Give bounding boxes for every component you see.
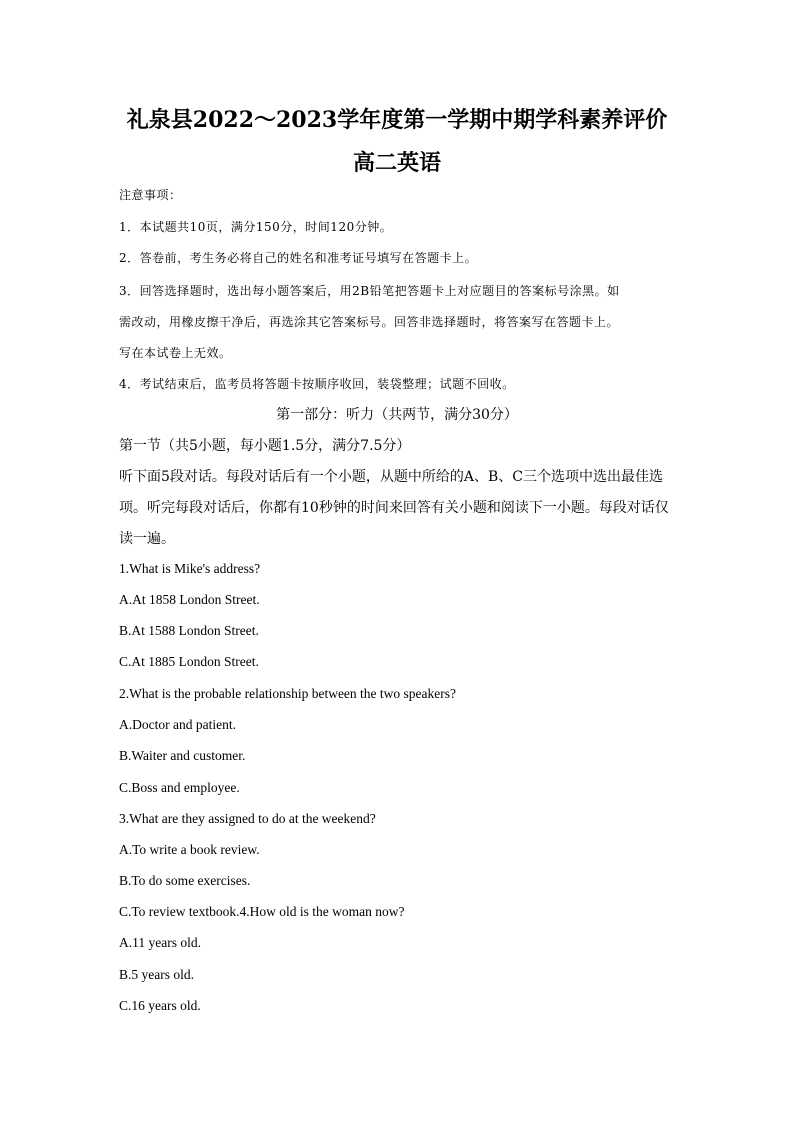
instruction-line: 项。听完每段对话后，你都有10秒钟的时间来回答有关小题和阅读下一小题。每段对话仅	[119, 500, 669, 516]
question-line: 3.What are they assigned to do at the weekend?	[119, 811, 376, 826]
note-line: 1．本试题共10页，满分150分，时间120分钟。	[119, 220, 393, 234]
question-line: 2.What is the probable relationship between the two speakers?	[119, 686, 457, 701]
option-line: B.To do some exercises.	[119, 873, 251, 888]
option-line: A.Doctor and patient.	[119, 717, 236, 732]
option-line: B.5 years old.	[119, 967, 194, 982]
option-line: A.To write a book review.	[119, 842, 260, 857]
note-line: 需改动，用橡皮擦干净后，再选涂其它答案标号。回答非选择题时，将答案写在答题卡上。	[119, 315, 620, 329]
section-heading: 第一节（共5小题，每小题1.5分，满分7.5分）	[119, 438, 411, 454]
option-line: A.11 years old.	[119, 935, 201, 950]
option-line: B.At 1588 London Street.	[119, 623, 259, 638]
note-line: 写在本试卷上无效。	[119, 346, 232, 360]
note-line: 2．答卷前，考生务必将自己的姓名和准考证号填写在答题卡上。	[119, 251, 478, 265]
option-line: C.Boss and employee.	[119, 780, 240, 795]
option-line: C.16 years old.	[119, 998, 201, 1013]
option-line: B.Waiter and customer.	[119, 748, 246, 763]
part-heading: 第一部分：听力（共两节，满分30分）	[276, 407, 518, 423]
question-line: 1.What is Mike's address?	[119, 561, 261, 576]
note-line: 4．考试结束后，监考员将答题卡按顺序收回，装袋整理；试题不回收。	[119, 377, 515, 391]
option-line: C.At 1885 London Street.	[119, 654, 259, 669]
note-line: 3．回答选择题时，选出每小题答案后，用2B铅笔把答题卡上对应题目的答案标号涂黑。如	[119, 284, 620, 298]
instruction-line: 听下面5段对话。每段对话后有一个小题，从题中所给的A、B、C三个选项中选出最佳选	[119, 469, 664, 485]
exam-subject: 高二英语	[352, 150, 441, 176]
notes-heading: 注意事项：	[119, 188, 182, 202]
instruction-line: 读一遍。	[119, 531, 175, 547]
option-line: A.At 1858 London Street.	[119, 592, 260, 607]
option-line: C.To review textbook.4.How old is the woman now?	[119, 904, 405, 919]
exam-title: 礼泉县2022～2023学年度第一学期中期学科素养评价	[126, 107, 668, 133]
